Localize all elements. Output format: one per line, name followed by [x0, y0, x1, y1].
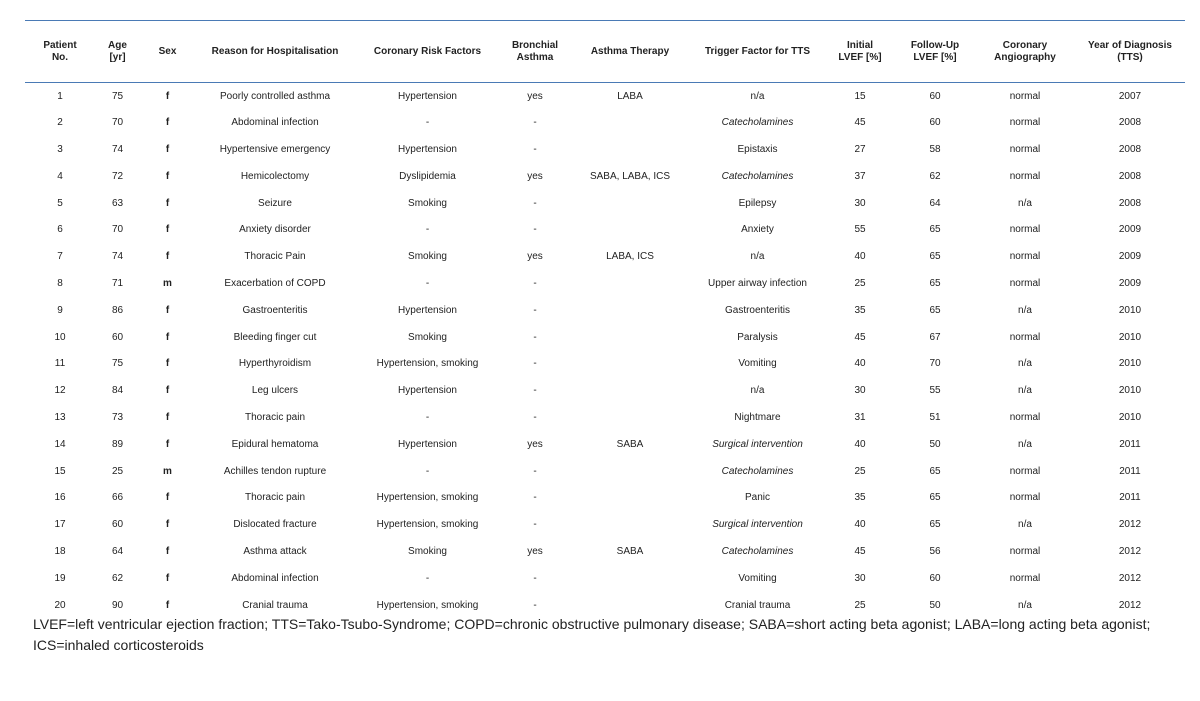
cell-initial-lvef: 35 [854, 492, 866, 504]
cell-reason: Abdominal infection [231, 117, 319, 129]
header-sex: Sex [158, 45, 177, 57]
cell-asthma-therapy [570, 458, 690, 485]
cell-age: 73 [111, 411, 124, 423]
cell-trigger-factor: Surgical intervention [712, 438, 803, 450]
cell-followup-lvef: 65 [929, 519, 941, 531]
cell-initial-lvef: 55 [854, 224, 866, 236]
header-initial-lvef: Initial LVEF [%] [838, 39, 882, 63]
cell-followup-lvef: 60 [929, 90, 941, 102]
cell-year-of-diagnosis: 2007 [1118, 90, 1142, 102]
cell-initial-lvef: 40 [854, 438, 866, 450]
cell-trigger-factor: Nightmare [734, 411, 781, 423]
cell-bronchial-asthma: yes [527, 90, 543, 102]
table-footnote: LVEF=left ventricular ejection fraction; TTS=Tako-Tsubo-Syndrome; COPD=chronic obstructive pulmonary disease; SABA=short acting beta agonist; LABA=long acting beta agonist; ICS=inhaled corticosteroids [33, 616, 1151, 653]
cell-reason: Hyperthyroidism [238, 358, 312, 370]
cell-bronchial-asthma: - [533, 358, 537, 370]
cell-sex: f [165, 599, 170, 611]
cell-initial-lvef: 45 [854, 117, 866, 129]
table-row [25, 511, 1185, 538]
cell-asthma-therapy [570, 404, 690, 431]
cell-trigger-factor: Vomiting [738, 358, 777, 370]
table-row [25, 136, 1185, 163]
cell-asthma-therapy [570, 511, 690, 538]
cell-risk-factors: - [425, 117, 430, 129]
cell-followup-lvef: 70 [929, 358, 941, 370]
cell-year-of-diagnosis: 2009 [1118, 277, 1142, 289]
cell-trigger-factor: Catecholamines [721, 117, 794, 129]
cell-asthma-therapy [570, 136, 690, 163]
cell-patient-no: 15 [54, 465, 66, 477]
cell-age: 75 [111, 358, 124, 370]
cell-asthma-therapy: SABA [616, 438, 644, 450]
cell-age: 62 [111, 572, 124, 584]
cell-asthma-therapy [570, 565, 690, 592]
cell-risk-factors: Hypertension [398, 385, 457, 397]
cell-coronary-angiography: n/a [1018, 385, 1032, 397]
cell-patient-no: 17 [54, 519, 66, 531]
cell-trigger-factor: Paralysis [737, 331, 778, 343]
cell-sex: m [163, 465, 172, 477]
cell-risk-factors: Hypertension, smoking [376, 519, 479, 531]
cell-bronchial-asthma: - [533, 411, 537, 423]
cell-sex: f [165, 90, 170, 102]
cell-followup-lvef: 56 [929, 545, 941, 557]
cell-sex: f [165, 117, 170, 129]
cell-followup-lvef: 65 [929, 492, 941, 504]
cell-reason: Hemicolectomy [240, 170, 310, 182]
table-row [25, 243, 1185, 270]
cell-risk-factors: Hypertension [398, 438, 457, 450]
cell-trigger-factor: Upper airway infection [708, 277, 807, 289]
cell-age: 75 [111, 90, 124, 102]
cell-reason: Thoracic Pain [244, 251, 306, 263]
cell-coronary-angiography: normal [1009, 411, 1041, 423]
cell-year-of-diagnosis: 2008 [1118, 117, 1142, 129]
cell-asthma-therapy [570, 350, 690, 377]
cell-trigger-factor: Epistaxis [737, 143, 778, 155]
cell-patient-no: 19 [54, 572, 66, 584]
cell-year-of-diagnosis: 2008 [1118, 143, 1142, 155]
cell-coronary-angiography: n/a [1018, 438, 1032, 450]
cell-patient-no: 20 [54, 599, 66, 611]
cell-coronary-angiography: normal [1009, 251, 1041, 263]
cell-sex: m [163, 277, 172, 289]
cell-asthma-therapy: LABA, ICS [606, 251, 654, 263]
cell-reason: Seizure [258, 197, 292, 209]
table-row [25, 83, 1185, 110]
cell-followup-lvef: 60 [929, 117, 941, 129]
cell-age: 90 [111, 599, 124, 611]
cell-bronchial-asthma: - [533, 599, 537, 611]
cell-age: 74 [111, 251, 124, 263]
cell-year-of-diagnosis: 2010 [1118, 331, 1142, 343]
cell-risk-factors: - [425, 572, 430, 584]
cell-risk-factors: Hypertension, smoking [376, 599, 479, 611]
cell-followup-lvef: 65 [929, 465, 941, 477]
cell-followup-lvef: 65 [929, 251, 941, 263]
cell-bronchial-asthma: yes [527, 251, 543, 263]
cell-patient-no: 14 [54, 438, 66, 450]
cell-reason: Anxiety disorder [239, 224, 311, 236]
cell-patient-no: 9 [57, 304, 63, 316]
cell-trigger-factor: Surgical intervention [712, 519, 803, 531]
cell-followup-lvef: 65 [929, 277, 941, 289]
cell-followup-lvef: 58 [929, 143, 941, 155]
cell-year-of-diagnosis: 2009 [1118, 251, 1142, 263]
cell-trigger-factor: Gastroenteritis [724, 304, 791, 316]
cell-patient-no: 13 [54, 411, 66, 423]
cell-reason: Hypertensive emergency [219, 143, 331, 155]
cell-patient-no: 2 [57, 117, 63, 129]
cell-initial-lvef: 45 [854, 331, 866, 343]
cell-age: 25 [111, 465, 124, 477]
cell-sex: f [165, 224, 170, 236]
cell-trigger-factor: Catecholamines [721, 465, 794, 477]
cell-bronchial-asthma: - [533, 277, 537, 289]
cell-asthma-therapy: SABA, LABA, ICS [589, 170, 671, 182]
cell-followup-lvef: 50 [929, 599, 941, 611]
cell-sex: f [165, 143, 170, 155]
cell-trigger-factor: Catecholamines [721, 170, 794, 182]
header-year-of-diagnosis: Year of Diagnosis (TTS) [1088, 39, 1172, 63]
cell-year-of-diagnosis: 2010 [1118, 304, 1142, 316]
cell-age: 63 [111, 197, 124, 209]
cell-coronary-angiography: normal [1009, 572, 1041, 584]
table-row [25, 190, 1185, 217]
cell-year-of-diagnosis: 2012 [1118, 545, 1142, 557]
cell-sex: f [165, 304, 170, 316]
cell-followup-lvef: 64 [929, 197, 941, 209]
cell-age: 64 [111, 545, 124, 557]
table-header [25, 21, 1185, 83]
cell-bronchial-asthma: yes [527, 545, 543, 557]
cell-sex: f [165, 572, 170, 584]
cell-initial-lvef: 30 [854, 572, 866, 584]
cell-age: 71 [111, 277, 124, 289]
cell-trigger-factor: Vomiting [738, 572, 777, 584]
cell-bronchial-asthma: - [533, 519, 537, 531]
cell-initial-lvef: 15 [854, 90, 866, 102]
cell-sex: f [165, 385, 170, 397]
cell-initial-lvef: 31 [854, 411, 866, 423]
cell-reason: Poorly controlled asthma [219, 90, 331, 102]
cell-initial-lvef: 25 [854, 599, 866, 611]
cell-reason: Exacerbation of COPD [224, 277, 326, 289]
header-asthma-therapy: Asthma Therapy [590, 45, 670, 57]
cell-trigger-factor: Catecholamines [721, 545, 794, 557]
cell-asthma-therapy [570, 216, 690, 243]
cell-year-of-diagnosis: 2012 [1118, 599, 1142, 611]
header-age: Age [yr] [108, 39, 127, 63]
cell-initial-lvef: 25 [854, 465, 866, 477]
cell-reason: Gastroenteritis [242, 304, 308, 316]
table-row [25, 431, 1185, 458]
cell-asthma-therapy [570, 324, 690, 351]
header-coronary-angiography: Coronary Angiography [994, 39, 1056, 63]
cell-asthma-therapy: SABA [616, 545, 644, 557]
cell-age: 70 [111, 224, 124, 236]
table-row [25, 458, 1185, 485]
cell-bronchial-asthma: - [533, 385, 537, 397]
cell-year-of-diagnosis: 2008 [1118, 170, 1142, 182]
cell-age: 70 [111, 117, 124, 129]
cell-sex: f [165, 545, 170, 557]
cell-patient-no: 4 [57, 170, 63, 182]
cell-patient-no: 3 [57, 143, 63, 155]
header-followup-lvef: Follow-Up LVEF [%] [910, 39, 960, 63]
table-row [25, 350, 1185, 377]
cell-reason: Thoracic pain [244, 492, 306, 504]
patient-table-container [25, 20, 1185, 618]
cell-risk-factors: Hypertension, smoking [376, 492, 479, 504]
cell-initial-lvef: 35 [854, 304, 866, 316]
table-row [25, 270, 1185, 297]
cell-followup-lvef: 50 [929, 438, 941, 450]
cell-initial-lvef: 25 [854, 277, 866, 289]
cell-year-of-diagnosis: 2012 [1118, 572, 1142, 584]
table-row [25, 565, 1185, 592]
cell-asthma-therapy [570, 297, 690, 324]
cell-bronchial-asthma: - [533, 304, 537, 316]
cell-followup-lvef: 51 [929, 411, 941, 423]
cell-risk-factors: - [425, 465, 430, 477]
cell-patient-no: 1 [57, 90, 63, 102]
cell-sex: f [165, 331, 170, 343]
cell-trigger-factor: Panic [744, 492, 770, 504]
table-row [25, 163, 1185, 190]
cell-trigger-factor: n/a [750, 90, 765, 102]
cell-sex: f [165, 197, 170, 209]
cell-age: 60 [111, 519, 124, 531]
cell-risk-factors: Hypertension [398, 90, 457, 102]
cell-reason: Cranial trauma [242, 599, 308, 611]
cell-asthma-therapy [570, 484, 690, 511]
cell-risk-factors: Smoking [408, 545, 447, 557]
table-row [25, 324, 1185, 351]
cell-patient-no: 12 [54, 385, 66, 397]
table-row [25, 109, 1185, 136]
cell-initial-lvef: 27 [854, 143, 866, 155]
cell-bronchial-asthma: - [533, 143, 537, 155]
cell-trigger-factor: Anxiety [741, 224, 774, 236]
cell-coronary-angiography: normal [1009, 224, 1041, 236]
cell-followup-lvef: 65 [929, 304, 941, 316]
cell-sex: f [165, 251, 170, 263]
table-body [25, 83, 1185, 619]
cell-initial-lvef: 30 [854, 385, 866, 397]
cell-patient-no: 7 [57, 251, 63, 263]
cell-risk-factors: - [425, 411, 430, 423]
cell-patient-no: 10 [54, 331, 66, 343]
cell-followup-lvef: 60 [929, 572, 941, 584]
cell-year-of-diagnosis: 2011 [1119, 492, 1141, 504]
cell-initial-lvef: 40 [854, 519, 866, 531]
cell-coronary-angiography: n/a [1018, 358, 1032, 370]
cell-risk-factors: Hypertension, smoking [376, 358, 479, 370]
cell-initial-lvef: 37 [854, 170, 866, 182]
cell-coronary-angiography: normal [1009, 170, 1041, 182]
cell-risk-factors: Dyslipidemia [399, 170, 456, 182]
cell-coronary-angiography: normal [1009, 277, 1041, 289]
cell-patient-no: 16 [54, 492, 66, 504]
cell-bronchial-asthma: yes [527, 170, 543, 182]
cell-initial-lvef: 40 [854, 251, 866, 263]
table-row [25, 538, 1185, 565]
table-row [25, 216, 1185, 243]
cell-year-of-diagnosis: 2012 [1118, 519, 1142, 531]
cell-age: 86 [111, 304, 124, 316]
cell-coronary-angiography: n/a [1018, 197, 1032, 209]
cell-initial-lvef: 40 [854, 358, 866, 370]
cell-year-of-diagnosis: 2008 [1118, 197, 1142, 209]
cell-coronary-angiography: normal [1009, 143, 1041, 155]
cell-age: 89 [111, 438, 124, 450]
cell-bronchial-asthma: - [533, 492, 537, 504]
header-patient-no: Patient No. [43, 39, 77, 63]
cell-reason: Bleeding finger cut [233, 331, 317, 343]
cell-age: 74 [111, 143, 124, 155]
cell-asthma-therapy: LABA [617, 90, 643, 102]
cell-trigger-factor: Cranial trauma [724, 599, 791, 611]
cell-coronary-angiography: normal [1009, 545, 1041, 557]
cell-patient-no: 5 [57, 197, 63, 209]
cell-trigger-factor: n/a [750, 251, 765, 263]
cell-followup-lvef: 55 [929, 385, 941, 397]
cell-risk-factors: Smoking [408, 197, 447, 209]
cell-asthma-therapy [570, 190, 690, 217]
cell-reason: Thoracic pain [244, 411, 306, 423]
cell-followup-lvef: 65 [929, 224, 941, 236]
cell-trigger-factor: Epilepsy [738, 197, 777, 209]
cell-risk-factors: - [425, 277, 430, 289]
header-row [25, 21, 1185, 83]
table-row [25, 404, 1185, 431]
cell-bronchial-asthma: - [533, 197, 537, 209]
cell-risk-factors: Hypertension [398, 304, 457, 316]
cell-patient-no: 11 [54, 358, 66, 370]
cell-initial-lvef: 30 [854, 197, 866, 209]
table-row [25, 484, 1185, 511]
header-trigger-factor: Trigger Factor for TTS [704, 45, 810, 57]
cell-patient-no: 8 [57, 277, 63, 289]
cell-coronary-angiography: normal [1009, 331, 1041, 343]
cell-year-of-diagnosis: 2010 [1118, 358, 1142, 370]
cell-patient-no: 18 [54, 545, 66, 557]
cell-year-of-diagnosis: 2011 [1119, 465, 1141, 477]
header-bronchial-asthma: Bronchial Asthma [511, 39, 559, 63]
cell-risk-factors: Hypertension [398, 143, 457, 155]
cell-coronary-angiography: normal [1009, 492, 1041, 504]
cell-year-of-diagnosis: 2010 [1118, 385, 1142, 397]
cell-risk-factors: Smoking [408, 251, 447, 263]
cell-followup-lvef: 62 [929, 170, 941, 182]
cell-sex: f [165, 438, 170, 450]
patient-table [25, 20, 1185, 618]
cell-bronchial-asthma: yes [527, 438, 543, 450]
cell-coronary-angiography: n/a [1018, 519, 1032, 531]
cell-bronchial-asthma: - [533, 572, 537, 584]
cell-age: 72 [111, 170, 124, 182]
cell-sex: f [165, 358, 170, 370]
cell-coronary-angiography: n/a [1018, 304, 1032, 316]
cell-asthma-therapy [570, 377, 690, 404]
table-row [25, 377, 1185, 404]
cell-asthma-therapy [570, 270, 690, 297]
cell-followup-lvef: 67 [929, 331, 941, 343]
cell-coronary-angiography: normal [1009, 465, 1041, 477]
cell-year-of-diagnosis: 2010 [1118, 411, 1142, 423]
cell-risk-factors: Smoking [408, 331, 447, 343]
cell-year-of-diagnosis: 2011 [1119, 438, 1141, 450]
cell-reason: Leg ulcers [251, 385, 299, 397]
cell-age: 60 [111, 331, 124, 343]
table-row [25, 297, 1185, 324]
cell-bronchial-asthma: - [533, 465, 537, 477]
cell-sex: f [165, 492, 170, 504]
header-risk-factors: Coronary Risk Factors [373, 45, 482, 57]
cell-sex: f [165, 411, 170, 423]
cell-coronary-angiography: n/a [1018, 599, 1032, 611]
cell-sex: f [165, 170, 170, 182]
cell-age: 84 [111, 385, 124, 397]
header-reason: Reason for Hospitalisation [211, 45, 339, 57]
cell-age: 66 [111, 492, 124, 504]
cell-year-of-diagnosis: 2009 [1118, 224, 1142, 236]
cell-sex: f [165, 519, 170, 531]
cell-reason: Epidural hematoma [231, 438, 319, 450]
cell-patient-no: 6 [57, 224, 63, 236]
cell-reason: Achilles tendon rupture [223, 465, 327, 477]
cell-reason: Dislocated fracture [233, 519, 317, 531]
cell-bronchial-asthma: - [533, 117, 537, 129]
cell-asthma-therapy [570, 109, 690, 136]
cell-risk-factors: - [425, 224, 430, 236]
cell-coronary-angiography: normal [1009, 90, 1041, 102]
cell-bronchial-asthma: - [533, 224, 537, 236]
cell-reason: Abdominal infection [231, 572, 319, 584]
cell-trigger-factor: n/a [750, 385, 765, 397]
cell-bronchial-asthma: - [533, 331, 537, 343]
cell-initial-lvef: 45 [854, 545, 866, 557]
cell-reason: Asthma attack [243, 545, 307, 557]
cell-coronary-angiography: normal [1009, 117, 1041, 129]
